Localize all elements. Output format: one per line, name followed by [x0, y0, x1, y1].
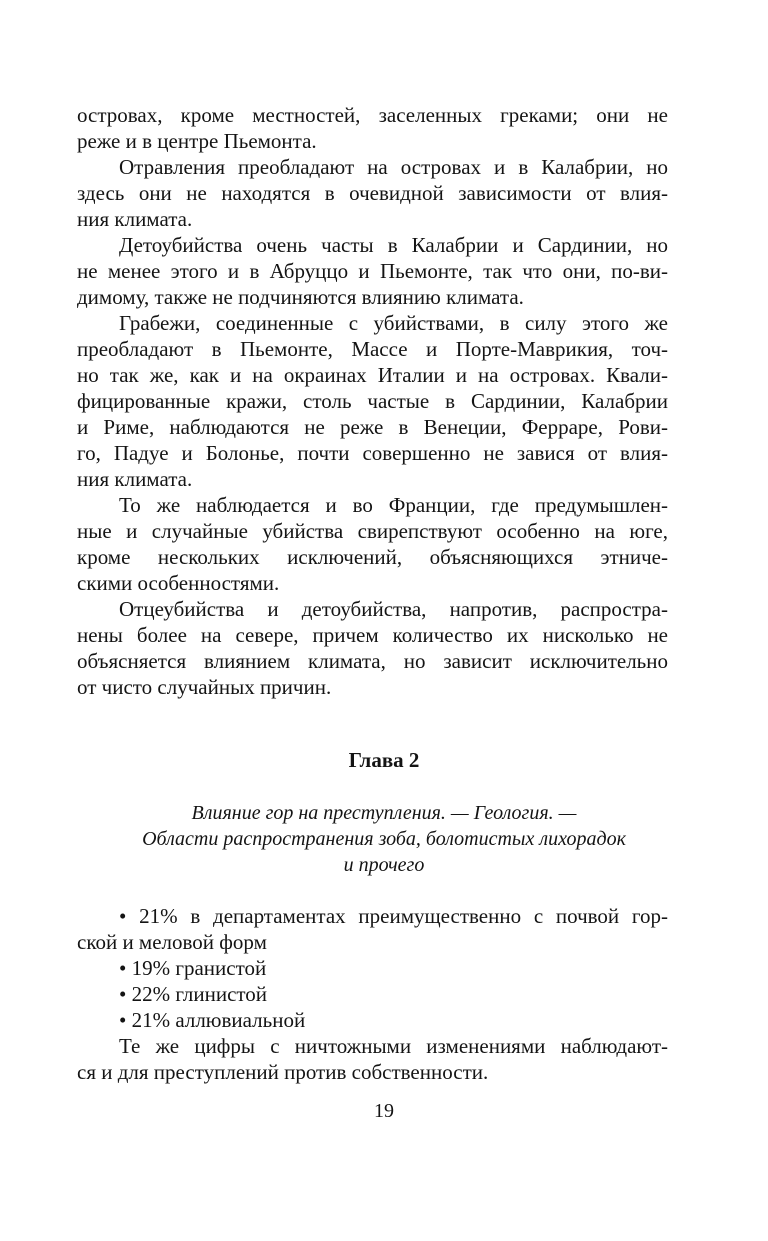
text-line: но так же, как и на окраинах Италии и на островах. Квали- — [77, 363, 668, 387]
list-item: • 22% глинистой — [119, 982, 268, 1006]
text-line: Грабежи, соединенные с убийствами, в силу этого же — [119, 311, 668, 335]
text-line: Отравления преобладают на островах и в Калабрии, но — [119, 155, 668, 179]
text-line: ния климата. — [77, 207, 193, 231]
text-line: скими особенностями. — [77, 571, 280, 595]
text-line: ные и случайные убийства свирепствуют особенно на юге, — [77, 519, 668, 543]
text-line: преобладают в Пьемонте, Массе и Порте-Маврикия, точ- — [77, 337, 668, 361]
text-line: нены более на севере, причем количество их нисколько не — [77, 623, 668, 647]
text-line: го, Падуе и Болонье, почти совершенно не завися от влия- — [77, 441, 668, 465]
text-line: от чисто случайных причин. — [77, 675, 332, 699]
text-line: реже и в центре Пьемонта. — [77, 129, 317, 153]
text-line: Детоубийства очень часты в Калабрии и Сардинии, но — [119, 233, 668, 257]
text-line: фицированные кражи, столь частые в Сардинии, Калабрии — [77, 389, 668, 413]
page-number: 19 — [374, 1100, 394, 1122]
text-line: Отцеубийства и детоубийства, напротив, распростра- — [119, 597, 668, 621]
chapter-subtitle-line: Области распространения зоба, болотистых лихорадок — [142, 828, 626, 850]
text-line: и Риме, наблюдаются не реже в Венеции, Ферраре, Рови- — [77, 415, 668, 439]
text-line: островах, кроме местностей, заселенных греками; они не — [77, 103, 668, 127]
text-line: Те же цифры с ничтожными изменениями наблюдают- — [119, 1034, 668, 1058]
chapter-subtitle-line: и прочего — [343, 854, 425, 876]
text-line: не менее этого и в Абруццо и Пьемонте, так что они, по-ви- — [77, 259, 668, 283]
list-item: • 19% гранистой — [119, 956, 267, 980]
text-line: То же наблюдается и во Франции, где предумышлен- — [119, 493, 668, 517]
list-item-continuation: ской и меловой форм — [77, 930, 267, 954]
text-line: кроме нескольких исключений, объясняющихся этниче- — [77, 545, 668, 569]
text-line: димому, также не подчиняются влиянию климата. — [77, 285, 524, 309]
list-item: • 21% аллювиальной — [119, 1008, 306, 1032]
text-line: ся и для преступлений против собственности. — [77, 1060, 489, 1084]
list-item: • 21% в департаментах преимущественно с почвой гор- — [119, 904, 668, 928]
text-line: здесь они не находятся в очевидной зависимости от влия- — [77, 181, 668, 205]
text-line: объясняется влиянием климата, но зависит исключительно — [77, 649, 668, 673]
chapter-subtitle-line: Влияние гор на преступления. — Геология. — — [191, 802, 577, 824]
chapter-title: Глава 2 — [348, 748, 420, 772]
text-line: ния климата. — [77, 467, 193, 491]
